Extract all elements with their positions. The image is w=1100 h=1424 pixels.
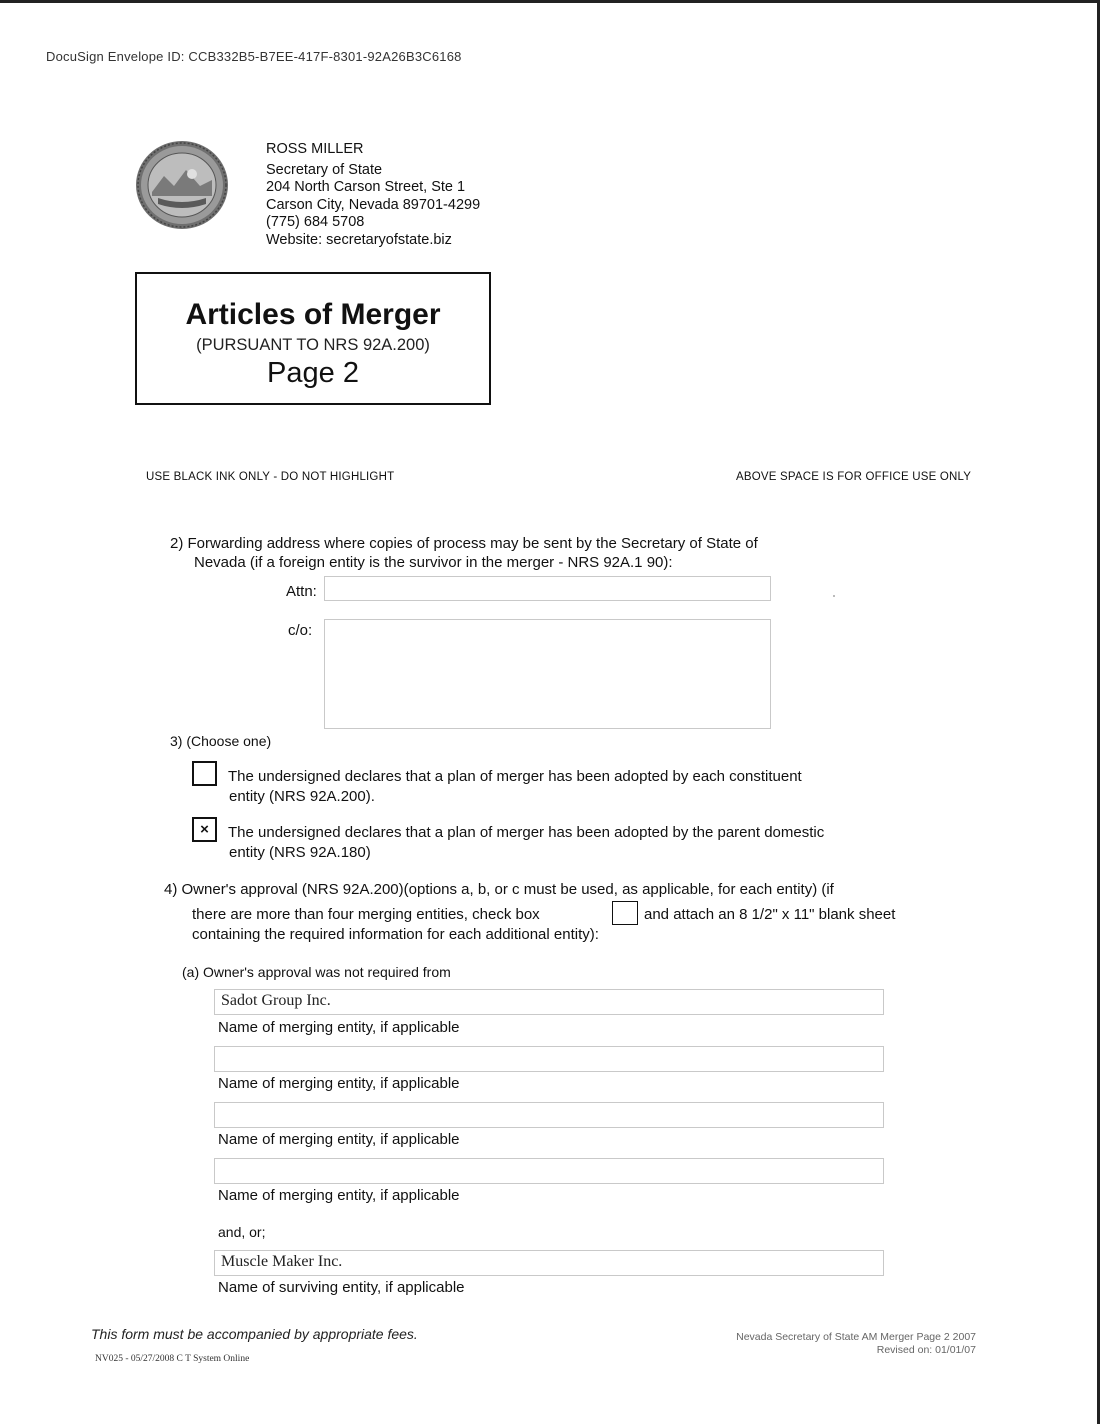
office-street: 204 North Carson Street, Ste 1 <box>266 179 466 195</box>
form-code: NV025 - 05/27/2008 C T System Online <box>95 1354 250 1364</box>
scan-frame-top <box>0 0 1100 3</box>
form-title: Articles of Merger <box>185 298 441 331</box>
merging-entity-field[interactable] <box>214 1046 884 1072</box>
secretary-name: ROSS MILLER <box>266 141 364 157</box>
form-identifier <box>736 1331 976 1357</box>
surviving-entity-field[interactable] <box>214 1250 884 1276</box>
office-phone: (775) 684 5708 <box>266 214 365 230</box>
office-title: Secretary of State <box>266 161 383 178</box>
form-subtitle: (PURSUANT TO NRS 92A.200) <box>196 336 430 354</box>
section4-line2b: and attach an 8 1/2" x 11" blank sheet <box>644 906 896 923</box>
office-address-block <box>266 141 480 249</box>
option1-line1: The undersigned declares that a plan of merger has been adopted by each constituent <box>228 768 802 785</box>
merging-entity-value <box>215 1159 883 1163</box>
attn-value <box>325 577 770 581</box>
merging-entity-label: Name of merging entity, if applicable <box>218 1019 460 1036</box>
nevada-seal-icon <box>134 140 230 230</box>
section2-line1: 2) Forwarding address where copies of process may be sent by the Secretary of State of <box>170 535 758 552</box>
attn-field[interactable] <box>324 576 771 601</box>
and-or-text: and, or; <box>218 1224 266 1240</box>
surviving-entity-value: Muscle Maker Inc. <box>221 1253 343 1270</box>
form-page-number: Page 2 <box>267 357 359 389</box>
ink-note: USE BLACK INK ONLY - DO NOT HIGHLIGHT <box>146 471 395 483</box>
surviving-entity-label: Name of surviving entity, if applicable <box>218 1279 465 1296</box>
form-name: Nevada Secretary of State AM Merger Page 2 2007 <box>736 1331 976 1343</box>
co-label: c/o: <box>288 622 313 639</box>
section4-line1: 4) Owner's approval (NRS 92A.200)(options a, b, or c must be used, as applicable, for each entity) (if <box>164 881 834 898</box>
merging-entity-label: Name of merging entity, if applicable <box>218 1131 460 1148</box>
section4a-heading: (a) Owner's approval was not required from <box>182 964 451 980</box>
office-use-note: ABOVE SPACE IS FOR OFFICE USE ONLY <box>736 471 972 483</box>
section2-line2: Nevada (if a foreign entity is the survivor in the merger - NRS 92A.1 90): <box>194 554 673 571</box>
form-title-box <box>135 272 491 405</box>
option2-line1: The undersigned declares that a plan of merger has been adopted by the parent domestic <box>228 824 825 841</box>
scan-speck <box>833 595 835 597</box>
option2-line2: entity (NRS 92A.180) <box>229 844 371 861</box>
merging-entity-value <box>215 1103 883 1107</box>
merging-entity-value: Sadot Group Inc. <box>221 992 331 1009</box>
additional-entities-checkbox[interactable] <box>612 901 638 925</box>
option1-line2: entity (NRS 92A.200). <box>229 788 375 805</box>
option2-checkbox[interactable]: × <box>192 817 217 842</box>
option1-checkbox[interactable] <box>192 761 217 786</box>
office-city: Carson City, Nevada 89701-4299 <box>266 196 481 213</box>
attn-label: Attn: <box>286 583 317 600</box>
merging-entity-field[interactable] <box>214 989 884 1015</box>
fees-note: This form must be accompanied by appropriate fees. <box>91 1326 418 1342</box>
co-value <box>325 620 770 624</box>
merging-entity-field[interactable] <box>214 1158 884 1184</box>
docusign-envelope-id: DocuSign Envelope ID: CCB332B5-B7EE-417F-8301-92A26B3C6168 <box>46 49 462 64</box>
merging-entity-label: Name of merging entity, if applicable <box>218 1187 460 1204</box>
section4-line2a: there are more than four merging entities, check box <box>192 906 540 923</box>
co-field[interactable] <box>324 619 771 729</box>
office-website: Website: secretaryofstate.biz <box>266 231 452 248</box>
section4-line3: containing the required information for each additional entity): <box>192 926 599 943</box>
section3-heading: 3) (Choose one) <box>170 733 272 749</box>
revised-date: Revised on: 01/01/07 <box>876 1344 976 1356</box>
merging-entity-value <box>215 1047 883 1051</box>
merging-entity-label: Name of merging entity, if applicable <box>218 1075 460 1092</box>
merging-entity-field[interactable] <box>214 1102 884 1128</box>
